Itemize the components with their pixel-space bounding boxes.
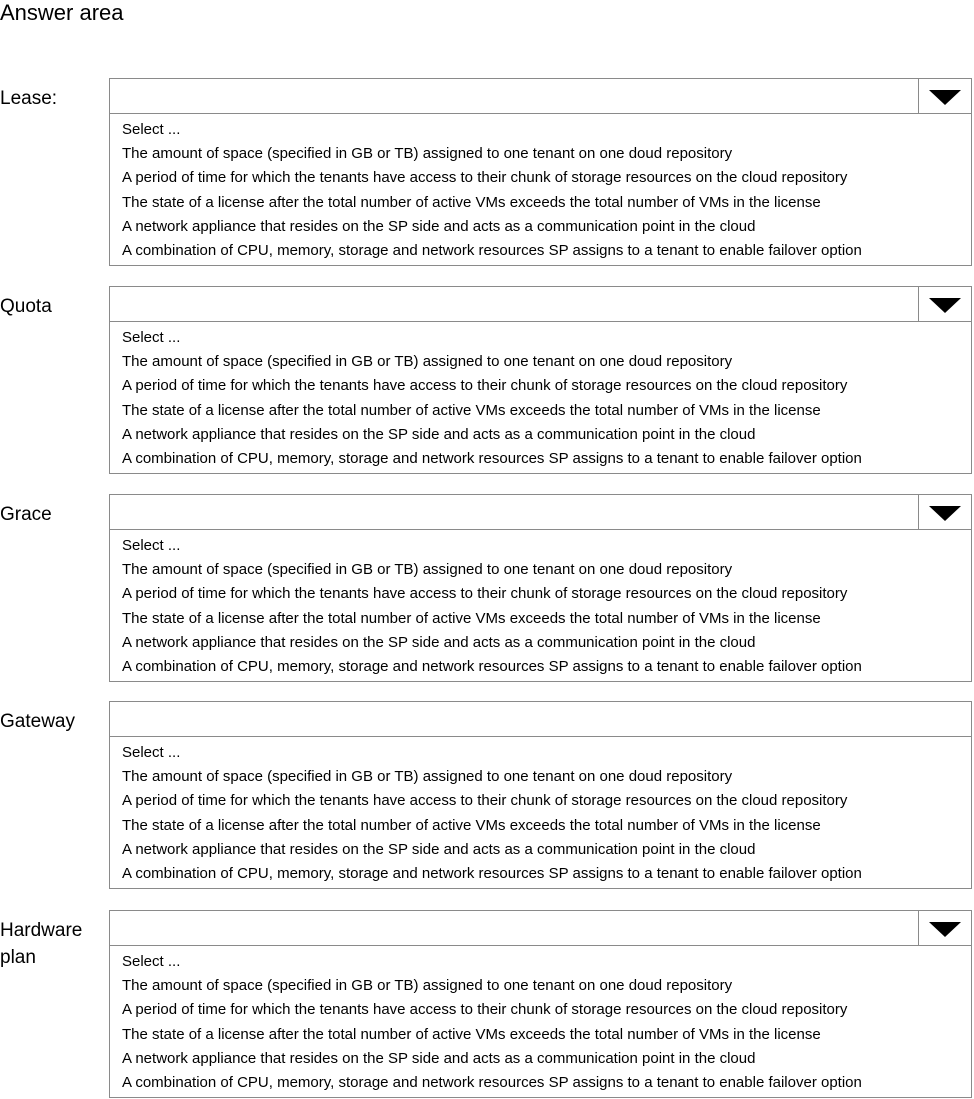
option-item[interactable]: A period of time for which the tenants have access to their chunk of storage resources on the cloud repository [122, 169, 848, 187]
option-item[interactable]: The amount of space (specified in GB or TB) assigned to one tenant on one doud repository [122, 353, 733, 371]
dropdown-selected-value[interactable] [110, 495, 971, 530]
option-item[interactable]: A network appliance that resides on the SP side and acts as a communication point in the cloud [122, 217, 756, 235]
option-item[interactable]: A combination of CPU, memory, storage and network resources SP assigns to a tenant to enable failover option [122, 242, 862, 260]
option-item[interactable]: A combination of CPU, memory, storage and network resources SP assigns to a tenant to enable failover option [122, 865, 862, 883]
option-item[interactable]: A period of time for which the tenants have access to their chunk of storage resources on the cloud repository [122, 792, 848, 810]
dropdown-toggle-button[interactable] [918, 495, 971, 529]
dropdown-selected-value[interactable] [110, 79, 971, 114]
dropdown-selected-value[interactable] [110, 911, 971, 946]
page-title: Answer area [0, 0, 124, 25]
chevron-down-icon [929, 298, 961, 313]
chevron-down-icon [929, 922, 961, 937]
row-label: Gateway [0, 711, 75, 732]
row-label: Grace [0, 504, 52, 525]
option-item[interactable]: A combination of CPU, memory, storage and network resources SP assigns to a tenant to enable failover option [122, 1074, 862, 1092]
option-item[interactable]: A network appliance that resides on the SP side and acts as a communication point in the cloud [122, 1049, 756, 1067]
row-label: Quota [0, 296, 52, 317]
option-item[interactable]: Select ... [122, 953, 181, 970]
option-item[interactable]: A network appliance that resides on the SP side and acts as a communication point in the cloud [122, 633, 756, 651]
option-item[interactable]: The state of a license after the total number of active VMs exceeds the total number of VMs in the license [122, 609, 821, 627]
option-item[interactable]: A combination of CPU, memory, storage and network resources SP assigns to a tenant to enable failover option [122, 450, 862, 468]
option-item[interactable]: A period of time for which the tenants have access to their chunk of storage resources on the cloud repository [122, 377, 848, 395]
option-item[interactable]: The amount of space (specified in GB or TB) assigned to one tenant on one doud repository [122, 768, 733, 786]
row-label [0, 917, 100, 971]
dropdown-toggle-button[interactable] [918, 287, 971, 321]
dropdown-toggle-button[interactable] [918, 911, 971, 945]
chevron-down-icon [929, 90, 961, 105]
dropdown-options [122, 534, 862, 679]
option-item[interactable]: The amount of space (specified in GB or TB) assigned to one tenant on one doud repository [122, 977, 733, 995]
option-item[interactable]: A network appliance that resides on the SP side and acts as a communication point in the cloud [122, 425, 756, 443]
gateway-dropdown[interactable] [109, 701, 972, 889]
option-item[interactable]: A combination of CPU, memory, storage and network resources SP assigns to a tenant to enable failover option [122, 658, 862, 676]
quota-dropdown[interactable] [109, 286, 972, 474]
option-item[interactable]: Select ... [122, 329, 181, 346]
option-item[interactable]: The state of a license after the total number of active VMs exceeds the total number of VMs in the license [122, 816, 821, 834]
row-label-line: plan [0, 947, 36, 968]
hardware-plan-dropdown[interactable] [109, 910, 972, 1098]
option-item[interactable]: The amount of space (specified in GB or TB) assigned to one tenant on one doud repository [122, 561, 733, 579]
row-label-line: Hardware [0, 920, 83, 941]
option-item[interactable]: The state of a license after the total number of active VMs exceeds the total number of VMs in the license [122, 401, 821, 419]
row-label: Lease: [0, 88, 58, 109]
option-item[interactable]: A network appliance that resides on the SP side and acts as a communication point in the cloud [122, 840, 756, 858]
option-item[interactable]: Select ... [122, 744, 181, 761]
dropdown-selected-value[interactable] [110, 702, 971, 737]
option-item[interactable]: The state of a license after the total number of active VMs exceeds the total number of VMs in the license [122, 1025, 821, 1043]
option-item[interactable]: A period of time for which the tenants have access to their chunk of storage resources on the cloud repository [122, 1001, 848, 1019]
lease-dropdown[interactable] [109, 78, 972, 266]
chevron-down-icon [929, 506, 961, 521]
dropdown-options [122, 118, 862, 263]
dropdown-options [122, 741, 862, 886]
option-item[interactable]: The amount of space (specified in GB or TB) assigned to one tenant on one doud repository [122, 145, 733, 163]
option-item[interactable]: The state of a license after the total number of active VMs exceeds the total number of VMs in the license [122, 193, 821, 211]
grace-dropdown[interactable] [109, 494, 972, 682]
option-item[interactable]: A period of time for which the tenants have access to their chunk of storage resources on the cloud repository [122, 585, 848, 603]
dropdown-toggle-button[interactable] [918, 79, 971, 113]
dropdown-options [122, 950, 862, 1095]
option-item[interactable]: Select ... [122, 537, 181, 554]
dropdown-selected-value[interactable] [110, 287, 971, 322]
dropdown-options [122, 326, 862, 471]
option-item[interactable]: Select ... [122, 121, 181, 138]
